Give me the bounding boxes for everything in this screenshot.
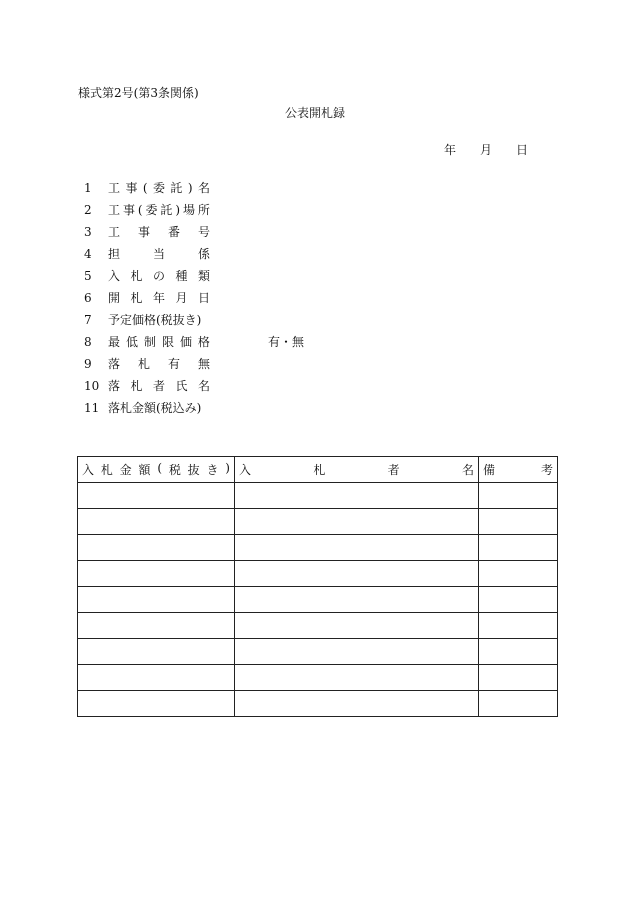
item-label bbox=[108, 223, 210, 241]
item-label bbox=[108, 289, 210, 307]
header-remarks bbox=[479, 457, 558, 483]
date-day-label: 日 bbox=[516, 143, 529, 157]
item-label bbox=[108, 355, 210, 373]
item-label-char: 託 bbox=[170, 181, 183, 195]
item-number: 7 bbox=[84, 313, 92, 327]
item-label-char: 事 bbox=[122, 203, 135, 217]
table-header-char: 札 bbox=[100, 463, 113, 477]
table-row bbox=[78, 691, 558, 717]
item-label-char: 場 bbox=[182, 203, 195, 217]
remarks-cell bbox=[479, 691, 558, 717]
item-number: 10 bbox=[84, 379, 100, 393]
bidder-name-cell bbox=[235, 561, 479, 587]
item-label-char: 有 bbox=[167, 357, 180, 371]
item-number: 3 bbox=[84, 225, 92, 239]
bid-amount-cell bbox=[78, 509, 235, 535]
item-label-char: 類 bbox=[197, 269, 210, 283]
date-year-label: 年 bbox=[444, 143, 457, 157]
item-label-char: 名 bbox=[197, 379, 210, 393]
item-label-char: 札 bbox=[137, 357, 150, 371]
table-header-char: 税 bbox=[168, 463, 181, 477]
item-number: 8 bbox=[84, 335, 92, 349]
item-label-char: 係 bbox=[197, 247, 210, 261]
item-label bbox=[108, 245, 210, 263]
table-header-char: 名 bbox=[461, 463, 474, 477]
remarks-cell bbox=[479, 639, 558, 665]
table-header-char: 者 bbox=[387, 463, 400, 477]
remarks-cell bbox=[479, 535, 558, 561]
item-label bbox=[108, 311, 210, 329]
item-label bbox=[108, 179, 210, 197]
item-label-char: 最 bbox=[108, 335, 121, 349]
item-label-char: 工 bbox=[108, 203, 121, 217]
item-label-char: 号 bbox=[197, 225, 210, 239]
item-label-char: 入 bbox=[108, 269, 121, 283]
item-label-char: 委 bbox=[152, 181, 165, 195]
remarks-cell bbox=[479, 613, 558, 639]
item-label-char: 名 bbox=[197, 181, 210, 195]
table-header-label bbox=[239, 461, 474, 478]
item-number: 2 bbox=[84, 203, 92, 217]
item-number: 4 bbox=[84, 247, 92, 261]
item-label-char: ( bbox=[137, 203, 143, 217]
item-label-char: ( bbox=[142, 181, 148, 195]
table-header-char: 考 bbox=[540, 463, 553, 477]
item-label-char: 無 bbox=[197, 357, 210, 371]
bidder-name-cell bbox=[235, 639, 479, 665]
item-label-char: 格 bbox=[197, 335, 210, 349]
header-bidder-name bbox=[235, 457, 479, 483]
bidder-name-cell bbox=[235, 613, 479, 639]
table-header-char: き bbox=[206, 463, 219, 477]
item-label-char: 託 bbox=[160, 203, 173, 217]
item-label-char: 制 bbox=[143, 335, 156, 349]
item-label-char: 工 bbox=[108, 181, 121, 195]
bidder-name-cell bbox=[235, 587, 479, 613]
item-label-char: 落 bbox=[108, 379, 121, 393]
bid-amount-cell bbox=[78, 613, 235, 639]
table-row bbox=[78, 613, 558, 639]
bid-amount-cell bbox=[78, 587, 235, 613]
remarks-cell bbox=[479, 483, 558, 509]
item-label-char: 落 bbox=[108, 357, 121, 371]
date-line bbox=[444, 141, 528, 158]
item-label-char: 予定価格(税抜き) bbox=[108, 313, 202, 327]
item-label bbox=[108, 399, 210, 417]
remarks-cell bbox=[479, 561, 558, 587]
item-label-char: 事 bbox=[137, 225, 150, 239]
item-label-char: 札 bbox=[130, 291, 143, 305]
table-row bbox=[78, 665, 558, 691]
table-row bbox=[78, 639, 558, 665]
bid-amount-cell bbox=[78, 665, 235, 691]
bidder-name-cell bbox=[235, 665, 479, 691]
item-label-char: の bbox=[152, 269, 165, 283]
table-row bbox=[78, 509, 558, 535]
table-header-char: 備 bbox=[483, 463, 496, 477]
remarks-cell bbox=[479, 509, 558, 535]
item-label-char: 開 bbox=[108, 291, 121, 305]
item-number: 1 bbox=[84, 181, 92, 195]
item-label-char: 月 bbox=[175, 291, 188, 305]
item-label-char: 札 bbox=[130, 379, 143, 393]
item-number: 6 bbox=[84, 291, 92, 305]
bidder-name-cell bbox=[235, 691, 479, 717]
table-header-char: ) bbox=[225, 461, 230, 475]
table-header-char: 抜 bbox=[187, 463, 200, 477]
item-label-char: 低 bbox=[125, 335, 138, 349]
item-label bbox=[108, 377, 210, 395]
item-value: 有・無 bbox=[268, 335, 305, 349]
table-row bbox=[78, 535, 558, 561]
item-label bbox=[108, 267, 210, 285]
table-header-label bbox=[82, 461, 230, 478]
item-label-char: 委 bbox=[145, 203, 158, 217]
item-number: 9 bbox=[84, 357, 92, 371]
item-label-char: 事 bbox=[125, 181, 138, 195]
bid-amount-cell bbox=[78, 483, 235, 509]
remarks-cell bbox=[479, 587, 558, 613]
item-label-char: 落札金額(税込み) bbox=[108, 401, 202, 415]
item-label-char: 氏 bbox=[175, 379, 188, 393]
table-header-char: 札 bbox=[313, 463, 326, 477]
remarks-cell bbox=[479, 665, 558, 691]
item-label-char: ) bbox=[187, 181, 193, 195]
bidder-name-cell bbox=[235, 535, 479, 561]
item-label-char: 番 bbox=[167, 225, 180, 239]
bid-amount-cell bbox=[78, 535, 235, 561]
page-title: 公表開札録 bbox=[284, 106, 345, 120]
item-label-char: 所 bbox=[197, 203, 210, 217]
table-header-char: ( bbox=[157, 461, 162, 475]
table-row bbox=[78, 561, 558, 587]
table-header-label bbox=[483, 461, 553, 478]
bidder-name-cell bbox=[235, 509, 479, 535]
bid-amount-cell bbox=[78, 561, 235, 587]
item-label-char: 工 bbox=[108, 225, 121, 239]
bid-table-header-row bbox=[78, 457, 558, 483]
bid-amount-cell bbox=[78, 639, 235, 665]
item-label-char: 種 bbox=[175, 269, 188, 283]
item-label-char: 者 bbox=[152, 379, 165, 393]
table-header-char: 金 bbox=[119, 463, 132, 477]
item-label-char: 当 bbox=[152, 247, 165, 261]
bidder-name-cell bbox=[235, 483, 479, 509]
date-month-label: 月 bbox=[480, 143, 493, 157]
item-label-char: 年 bbox=[152, 291, 165, 305]
item-label bbox=[108, 201, 210, 219]
bid-table bbox=[77, 456, 558, 717]
item-label-char: 札 bbox=[130, 269, 143, 283]
table-row bbox=[78, 587, 558, 613]
table-header-char: 入 bbox=[82, 463, 95, 477]
item-label-char: 限 bbox=[161, 335, 174, 349]
table-header-char: 額 bbox=[138, 463, 151, 477]
header-bid-amount bbox=[78, 457, 235, 483]
item-label-char: ) bbox=[175, 203, 181, 217]
table-header-char: 入 bbox=[239, 463, 252, 477]
item-label-char: 担 bbox=[108, 247, 121, 261]
item-number: 5 bbox=[84, 269, 92, 283]
item-number: 11 bbox=[84, 401, 100, 415]
item-label bbox=[108, 333, 210, 351]
item-label-char: 日 bbox=[197, 291, 210, 305]
bid-amount-cell bbox=[78, 691, 235, 717]
item-label-char: 価 bbox=[179, 335, 192, 349]
form-number: 様式第2号(第3条関係) bbox=[78, 86, 199, 100]
table-row bbox=[78, 483, 558, 509]
